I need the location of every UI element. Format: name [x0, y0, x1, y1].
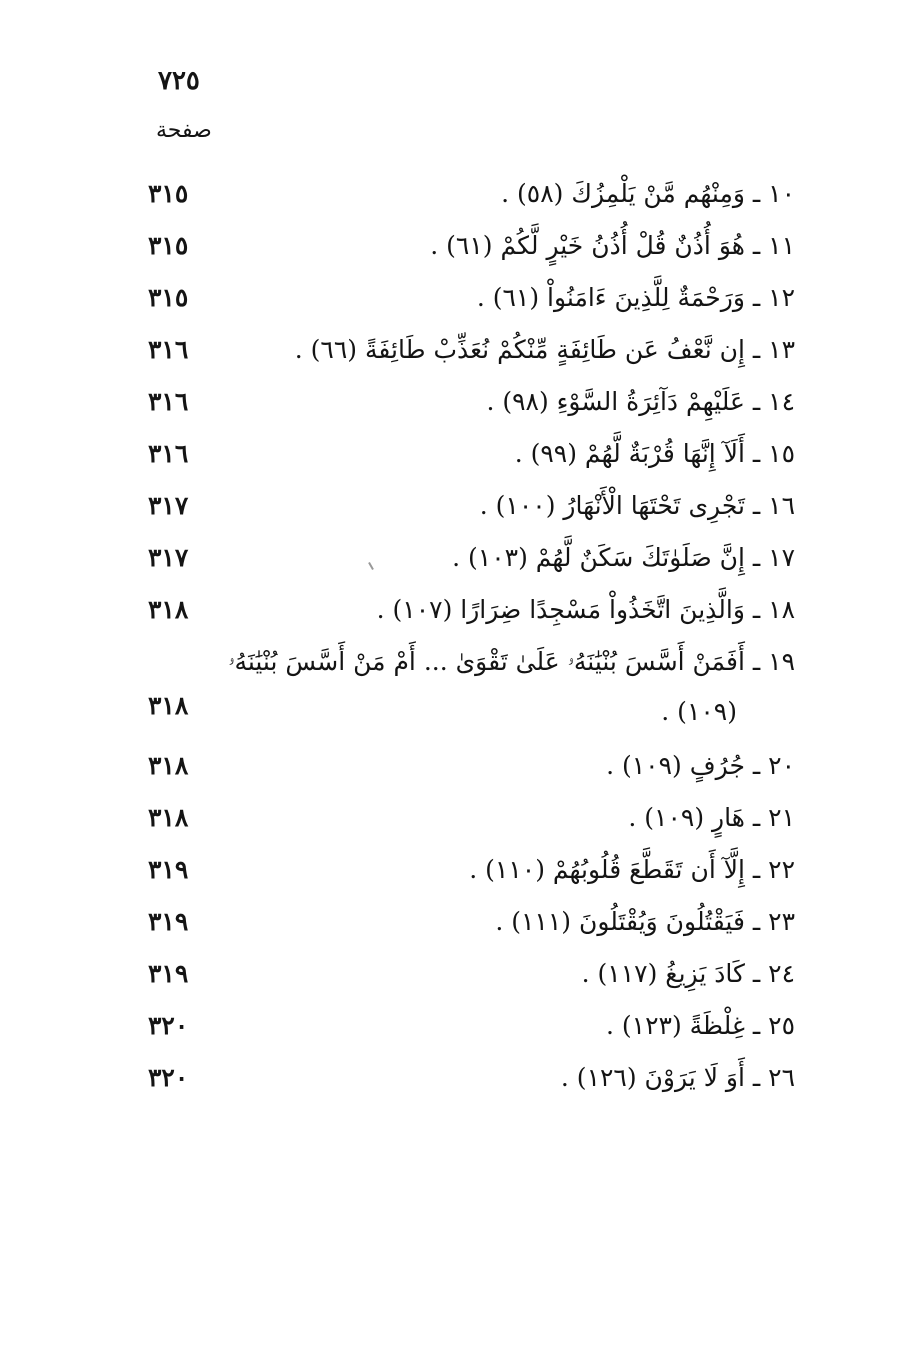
entry-page-number: ٣١٨ [148, 751, 189, 780]
entry-text: ١٠ ـ وَمِنْهُم مَّنْ يَلْمِزُكَ (٥٨) . [501, 179, 795, 208]
entry-text: ١٨ ـ وَالَّذِينَ اتَّخَذُواْ مَسْجِدًا ضِرَارًا (١٠٧) . [376, 595, 795, 624]
entry-page-number: ٣١٧ [148, 491, 189, 520]
index-entry [0, 176, 907, 216]
entry-text: ٢٣ ـ فَيَقْتُلُونَ وَيُقْتَلُونَ (١١١) . [495, 907, 795, 936]
entry-text: ١٧ ـ إِنَّ صَلَوٰتَكَ سَكَنٌ لَّهُمْ (١٠٣) . [452, 543, 795, 572]
index-entry [0, 800, 907, 840]
entry-page-number: ٣١٦ [148, 387, 189, 416]
entry-text: ١٣ ـ إِن نَّعْفُ عَن طَائِفَةٍ مِّنْكُمْ نُعَذِّبْ طَائِفَةً (٦٦) . [294, 335, 795, 364]
entry-page-number: ٣١٥ [148, 179, 189, 208]
entry-text: ٢١ ـ هَارٍ (١٠٩) . [628, 803, 795, 832]
entry-text: ٢٢ ـ إِلَّآ أَن تَقَطَّعَ قُلُوبُهُمْ (١١٠) . [469, 855, 795, 884]
entry-text: ٢٥ ـ غِلْظَةً (١٢٣) . [606, 1011, 795, 1040]
entry-text: ١٥ ـ أَلَآ إِنَّهَا قُرْبَةٌ لَّهُمْ (٩٩) . [514, 439, 795, 468]
entry-text: ١٦ ـ تَجْرِى تَحْتَهَا الْأَنْهَارُ (١٠٠) . [479, 491, 795, 520]
index-entry [0, 592, 907, 632]
entry-page-number: ٣١٧ [148, 543, 189, 572]
entry-page-number: ٣١٩ [148, 959, 189, 988]
entry-page-number: ٣٢٠ [148, 1063, 189, 1092]
index-entry [0, 436, 907, 476]
entry-page-number: ٣١٨ [148, 691, 189, 720]
entry-text-continuation: (١٠٩) . [661, 697, 737, 726]
index-entry [0, 280, 907, 320]
entry-text: ١٤ ـ عَلَيْهِمْ دَآئِرَةُ السَّوْءِ (٩٨) . [486, 387, 795, 416]
entry-text: ١٩ ـ أَفَمَنْ أَسَّسَ بُنْيَٰنَهُۥ عَلَىٰ تَقْوَىٰ ... أَمْ مَنْ أَسَّسَ بُنْيَٰنَهُۥ [228, 647, 795, 676]
entry-page-number: ٣٢٠ [148, 1011, 189, 1040]
entry-page-number: ٣١٩ [148, 907, 189, 936]
entry-page-number: ٣١٨ [148, 595, 189, 624]
index-entry [0, 1060, 907, 1100]
page-number: ٧٢٥ [158, 66, 200, 96]
index-entry [0, 644, 907, 734]
index-entry [0, 488, 907, 528]
index-entry [0, 904, 907, 944]
entry-page-number: ٣١٥ [148, 231, 189, 260]
page-column-header: صفحة [156, 118, 212, 143]
entry-page-number: ٣١٨ [148, 803, 189, 832]
entry-text: ١١ ـ هُوَ أُذُنٌ قُلْ أُذُنُ خَيْرٍ لَّكُمْ (٦١) . [430, 231, 795, 260]
entry-page-number: ٣١٦ [148, 335, 189, 364]
entry-text: ٢٠ ـ جُرُفٍ (١٠٩) . [606, 751, 795, 780]
index-entry [0, 228, 907, 268]
entry-page-number: ٣١٩ [148, 855, 189, 884]
entry-text: ٢٤ ـ كَادَ يَزِيغُ (١١٧) . [581, 959, 795, 988]
index-entry [0, 1008, 907, 1048]
entry-page-number: ٣١٦ [148, 439, 189, 468]
index-entry [0, 384, 907, 424]
index-entry [0, 332, 907, 372]
index-entry [0, 540, 907, 580]
entry-text: ١٢ ـ وَرَحْمَةٌ لِلَّذِينَ ءَامَنُواْ (٦١) . [476, 283, 795, 312]
entry-text: ٢٦ ـ أَوَ لَا يَرَوْنَ (١٢٦) . [560, 1063, 795, 1092]
index-entry [0, 956, 907, 996]
index-entry [0, 852, 907, 892]
entry-page-number: ٣١٥ [148, 283, 189, 312]
index-entry [0, 748, 907, 788]
